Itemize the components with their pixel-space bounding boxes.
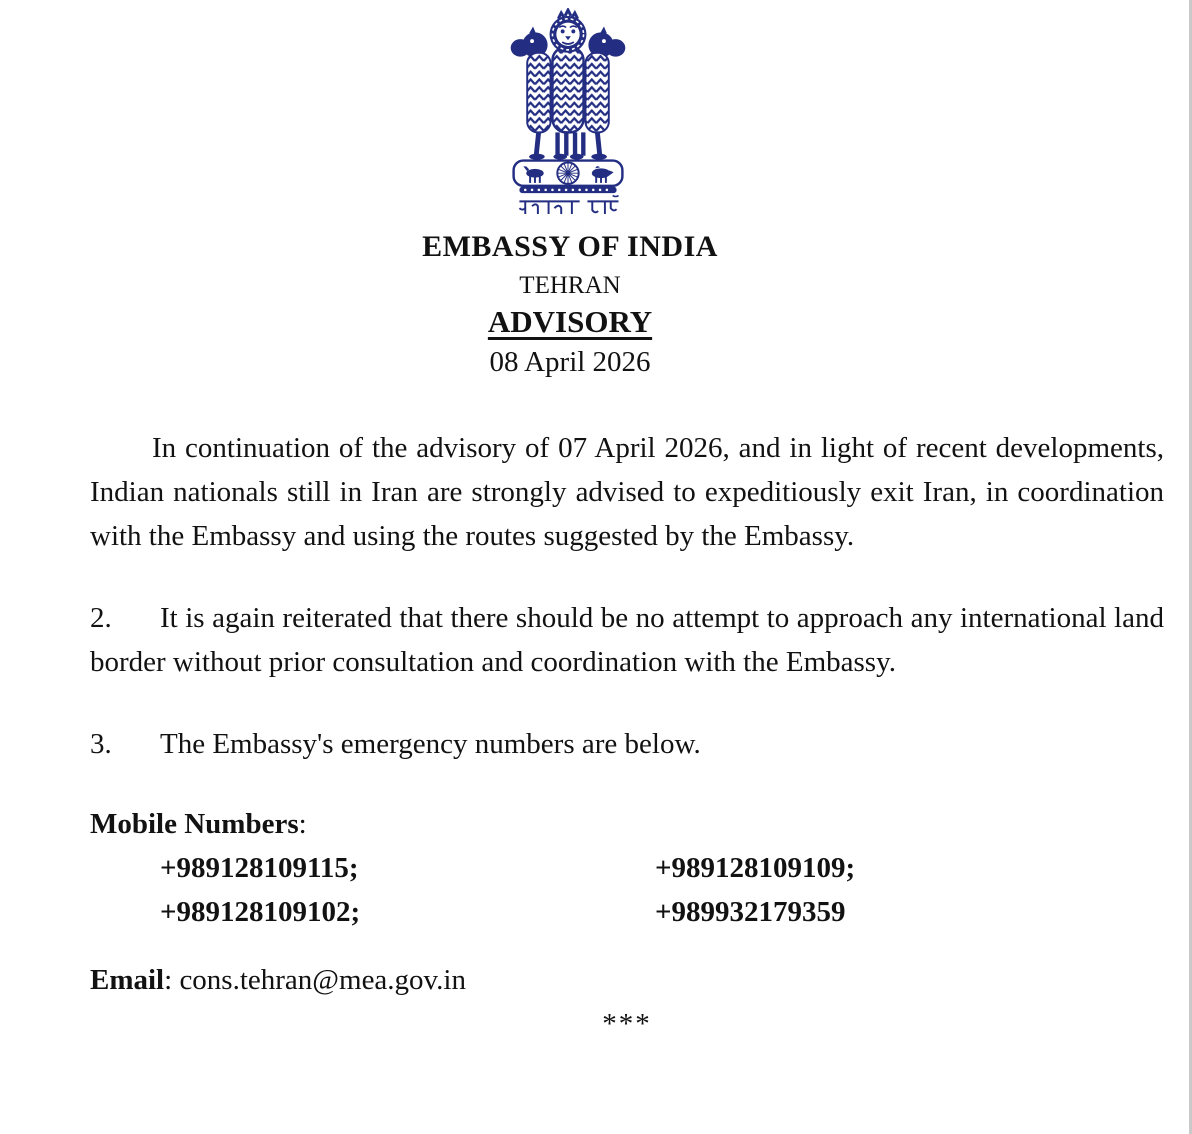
document-header	[90, 8, 1050, 382]
mobile-numbers-heading	[90, 802, 1164, 846]
organization-title: EMBASSY OF INDIA	[422, 230, 718, 263]
email-label: Email	[90, 963, 165, 996]
paragraph-2	[90, 596, 1164, 684]
phone-number: +989128109102;	[160, 895, 361, 928]
email-address: cons.tehran@mea.gov.in	[179, 963, 466, 996]
end-of-document-mark: ***	[602, 1007, 652, 1040]
email-separator: :	[164, 963, 180, 996]
email-line	[90, 958, 1164, 1002]
mobile-numbers-label: Mobile Numbers	[90, 807, 299, 840]
paragraph-1: In continuation of the advisory of 07 April 2026, and in light of recent developments, Indian nationals still in Iran are strongly advised to expeditiously exit Iran, in coordination with the Embassy and using the routes suggested by the Embassy.	[90, 431, 1164, 552]
emblem-motto-glyphs	[519, 196, 618, 214]
ashoka-lion-capital-emblem-icon	[500, 8, 640, 216]
city-subtitle: TEHRAN	[519, 271, 621, 299]
paragraph-2-number: 2.	[90, 601, 112, 634]
paragraph-3-number: 3.	[90, 727, 112, 760]
advisory-body	[90, 426, 1164, 1046]
mobile-numbers-colon: :	[298, 807, 307, 840]
paragraph-2-text: It is again reiterated that there should be no attempt to approach any international land border without prior consultation and coordination with the Embassy.	[90, 601, 1164, 678]
phone-number: +989128109109;	[655, 851, 856, 884]
phone-number: +989932179359	[655, 895, 846, 928]
paragraph-3-text: The Embassy's emergency numbers are below.	[160, 727, 701, 760]
phone-number: +989128109115;	[160, 851, 359, 884]
paragraph-3	[90, 722, 1164, 766]
document-date: 08 April 2026	[489, 346, 651, 379]
document-type-title: ADVISORY	[487, 304, 653, 339]
emergency-numbers-list	[160, 846, 1164, 934]
